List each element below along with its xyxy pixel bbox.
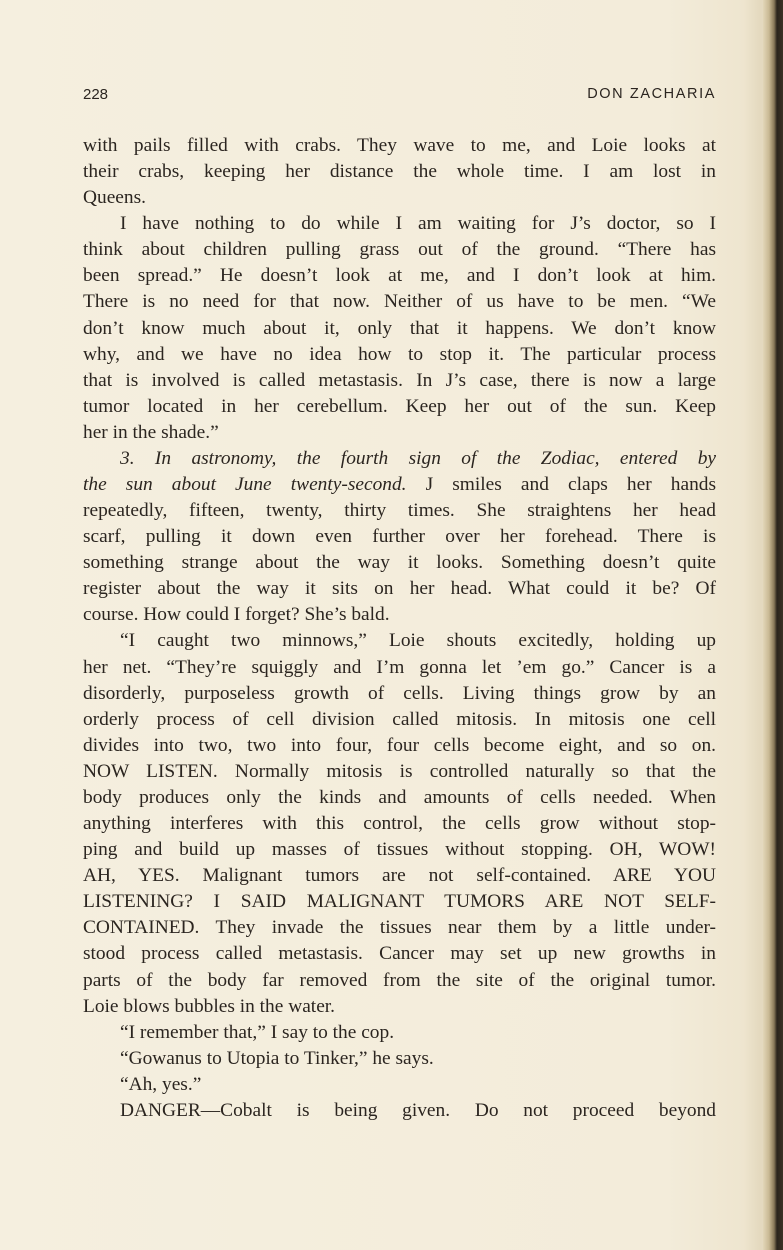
line-text: repeatedly, fifteen, twenty, thirty times. She straightens her head xyxy=(83,500,716,522)
text-line xyxy=(83,420,716,446)
text-line xyxy=(83,576,716,602)
line-text: her in the shade.” xyxy=(83,421,219,443)
line-text: scarf, pulling it down even further over her forehead. There is xyxy=(83,526,716,548)
text-line xyxy=(83,602,716,628)
text-line xyxy=(83,159,716,185)
text-line xyxy=(83,185,716,211)
line-text: stood process called metastasis. Cancer may set up new growths in xyxy=(83,943,716,965)
text-line xyxy=(83,628,716,654)
line-text: orderly process of cell division called mitosis. In mitosis one cell xyxy=(83,708,716,730)
text-line xyxy=(83,446,716,472)
body-text xyxy=(83,133,716,1124)
italic-text: 3. In astronomy, the fourth sign of the Zodiac, entered by xyxy=(120,447,716,469)
page-header xyxy=(83,86,716,106)
line-text: J smiles and claps her hands xyxy=(406,474,716,496)
text-line xyxy=(83,524,716,550)
line-text: that is involved is called metastasis. In J’s case, there is now a large xyxy=(83,369,716,391)
text-line xyxy=(83,968,716,994)
line-text: anything interferes with this control, the cells grow without stop- xyxy=(83,813,716,835)
text-line xyxy=(83,472,716,498)
line-text: something strange about the way it looks. Something doesn’t quite xyxy=(83,552,716,574)
text-line xyxy=(83,316,716,342)
text-line xyxy=(83,655,716,681)
text-line xyxy=(83,811,716,837)
book-binding-edge xyxy=(763,0,783,1250)
line-text: body produces only the kinds and amounts of cells needed. When xyxy=(83,786,716,808)
text-line xyxy=(83,1020,716,1046)
text-line xyxy=(83,368,716,394)
text-line xyxy=(83,759,716,785)
page-number: 228 xyxy=(83,86,109,103)
text-line xyxy=(83,550,716,576)
text-line xyxy=(83,498,716,524)
text-line xyxy=(83,837,716,863)
text-line xyxy=(83,785,716,811)
line-text: parts of the body far removed from the site of the original tumor. xyxy=(83,969,716,991)
text-line xyxy=(83,707,716,733)
text-line xyxy=(83,342,716,368)
line-text: DANGER––Cobalt is being given. Do not proceed beyond xyxy=(120,1099,716,1121)
line-text: been spread.” He doesn’t look at me, and I don’t look at him. xyxy=(83,265,716,287)
line-text: NOW LISTEN. Normally mitosis is controlled naturally so that the xyxy=(83,760,716,782)
line-text: ping and build up masses of tissues without stopping. OH, WOW! xyxy=(83,839,716,861)
text-line xyxy=(83,1098,716,1124)
line-text: Loie blows bubbles in the water. xyxy=(83,995,336,1017)
line-text: “I remember that,” I say to the cop. xyxy=(120,1021,395,1043)
line-text: divides into two, two into four, four cells become eight, and so on. xyxy=(83,734,716,756)
line-text: register about the way it sits on her head. What could it be? Of xyxy=(83,578,716,600)
text-line xyxy=(83,211,716,237)
line-text: disorderly, purposeless growth of cells. Living things grow by an xyxy=(83,682,716,704)
text-line xyxy=(83,889,716,915)
line-text: tumor located in her cerebellum. Keep her out of the sun. Keep xyxy=(83,395,716,417)
text-line xyxy=(83,1072,716,1098)
text-line xyxy=(83,263,716,289)
line-text: CONTAINED. They invade the tissues near them by a little under- xyxy=(83,917,716,939)
text-line xyxy=(83,915,716,941)
line-text: her net. “They’re squiggly and I’m gonna let ’em go.” Cancer is a xyxy=(83,656,716,678)
running-head: DON ZACHARIA xyxy=(587,86,716,102)
line-text: Queens. xyxy=(83,187,147,209)
line-text: with pails filled with crabs. They wave to me, and Loie looks at xyxy=(83,135,716,156)
text-line xyxy=(83,941,716,967)
text-line xyxy=(83,994,716,1020)
text-line xyxy=(83,237,716,263)
line-text: why, and we have no idea how to stop it. The particular process xyxy=(83,343,716,365)
line-text: I have nothing to do while I am waiting for J’s doctor, so I xyxy=(120,213,716,235)
line-text: course. How could I forget? She’s bald. xyxy=(83,604,390,626)
text-line xyxy=(83,681,716,707)
line-text: “I caught two minnows,” Loie shouts excitedly, holding up xyxy=(120,630,716,652)
text-line xyxy=(83,1046,716,1072)
text-line xyxy=(83,733,716,759)
italic-text: the sun about June twenty-second. xyxy=(83,474,407,496)
text-line xyxy=(83,863,716,889)
line-text: their crabs, keeping her distance the whole time. I am lost in xyxy=(83,161,716,183)
line-text: LISTENING? I SAID MALIGNANT TUMORS ARE NOT SELF- xyxy=(83,891,716,913)
text-line xyxy=(83,133,716,159)
line-text: There is no need for that now. Neither of us have to be men. “We xyxy=(83,291,716,313)
text-line xyxy=(83,394,716,420)
line-text: AH, YES. Malignant tumors are not self-contained. ARE YOU xyxy=(83,865,716,887)
text-line xyxy=(83,289,716,315)
line-text: “Ah, yes.” xyxy=(120,1073,202,1095)
line-text: think about children pulling grass out of the ground. “There has xyxy=(83,239,716,261)
line-text: don’t know much about it, only that it happens. We don’t know xyxy=(83,317,716,339)
line-text: “Gowanus to Utopia to Tinker,” he says. xyxy=(120,1047,434,1069)
